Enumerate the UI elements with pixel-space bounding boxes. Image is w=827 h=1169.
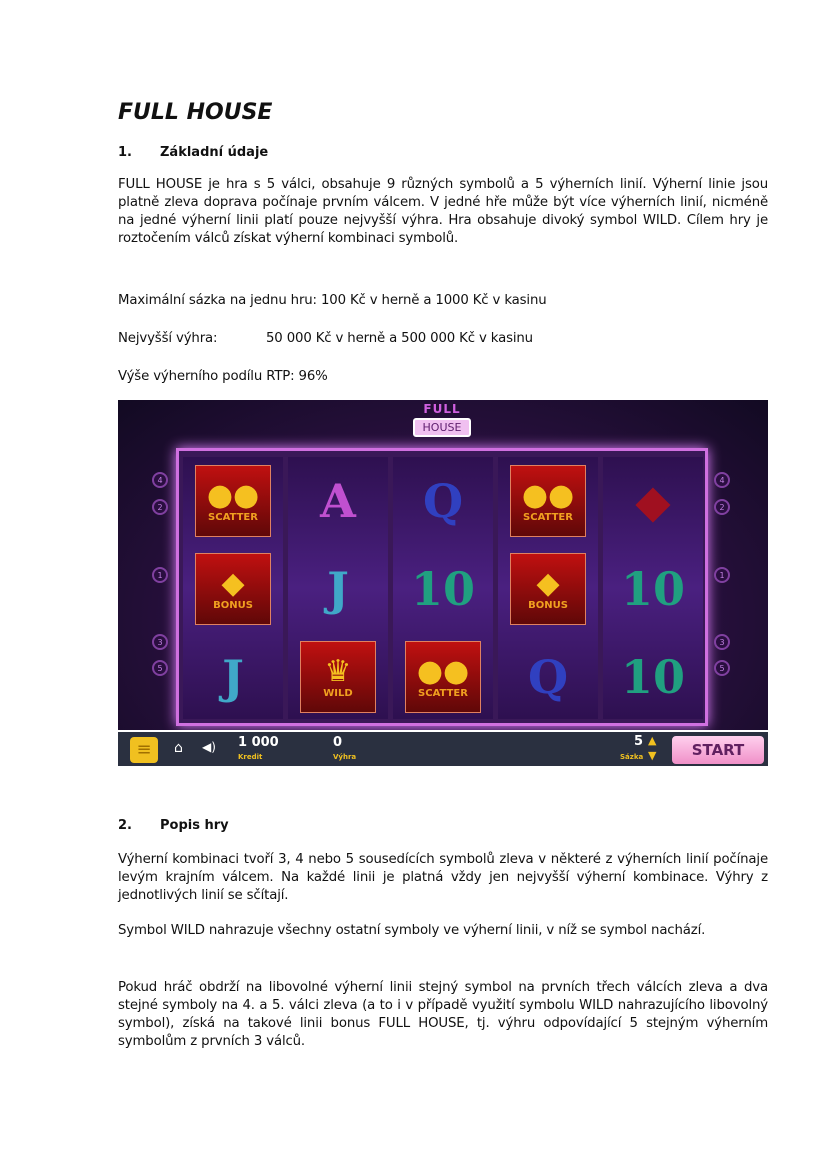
bet-arrows[interactable] [648, 733, 656, 763]
credit-value: 1 000 [238, 735, 279, 750]
right-line-number: 4 [714, 472, 730, 488]
document-title: FULL HOUSE [118, 100, 273, 125]
reel [393, 457, 493, 719]
left-line-number: 1 [152, 567, 168, 583]
game-screenshot [118, 400, 768, 766]
right-line-number: 1 [714, 567, 730, 583]
right-line-number: 3 [714, 634, 730, 650]
symbol-j: J [222, 650, 244, 704]
scatter-icon: ●● [206, 477, 260, 513]
logo-full: FULL [423, 402, 461, 416]
symbol-bonus [195, 553, 271, 625]
bonus-icon: ◆ [536, 565, 560, 601]
max-win-value: 50 000 Kč v herně a 500 000 Kč v kasinu [266, 331, 533, 346]
symbol-label: SCATTER [523, 511, 573, 523]
reel [288, 457, 388, 719]
symbol-10: 10 [410, 562, 475, 616]
reel [603, 457, 703, 719]
scatter-icon: ●● [521, 477, 575, 513]
reel [498, 457, 598, 719]
left-line-number: 3 [152, 634, 168, 650]
scatter-icon: ●● [416, 653, 470, 689]
credit-label: Kredit [238, 753, 263, 761]
rtp: Výše výherního podílu RTP: 96% [118, 369, 328, 384]
home-icon[interactable]: ⌂ [174, 740, 183, 756]
symbol-wild [300, 641, 376, 713]
symbol-label: SCATTER [208, 511, 258, 523]
left-line-number: 5 [152, 660, 168, 676]
max-bet: Maximální sázka na jednu hru: 100 Kč v herně a 1000 Kč v kasinu [118, 293, 547, 308]
reels-frame [176, 448, 708, 726]
bet-up-icon[interactable]: ▲ [648, 734, 657, 747]
bet-label: Sázka [620, 753, 644, 761]
symbol-label: BONUS [213, 599, 253, 611]
symbol-a: A [320, 474, 356, 528]
reel [183, 457, 283, 719]
symbol-10: 10 [620, 650, 685, 704]
section-1-heading [118, 145, 268, 160]
start-button[interactable]: START [672, 736, 764, 764]
control-bar [118, 730, 768, 766]
game-logo [390, 402, 494, 437]
symbol-diamond: ◆ [635, 474, 671, 528]
wild-icon: ♛ [324, 653, 352, 689]
intro-paragraph: FULL HOUSE je hra s 5 válci, obsahuje 9 různých symbolů a 5 výherních linií. Výherní linie jsou platně zleva doprava počínaje prvním válcem. V jedné hře může být více výherních linií, nicméně na jedné výherní linii platí pouze nejvyšší výhra. Hra obsahuje divoký symbol WILD. Cílem hry je roztočením válců získat výherní kombinaci symbolů. [118, 177, 768, 246]
section-number: 2. [118, 818, 132, 833]
symbol-bonus [510, 553, 586, 625]
paragraph: Výherní kombinaci tvoří 3, 4 nebo 5 sousedících symbolů zleva v některé z výherních linií počínaje levým krajním válcem. Na každé linii je platná vždy jen nejvyšší výherní kombinace. Výhry z jednotlivých linií se sčítají. [118, 852, 768, 903]
symbol-label: WILD [323, 687, 353, 699]
symbol-j: J [327, 562, 349, 616]
menu-button[interactable]: ≡ [130, 737, 158, 763]
logo-house: HOUSE [413, 418, 472, 437]
left-line-number: 2 [152, 499, 168, 515]
section-title: Popis hry [160, 818, 229, 833]
section-number: 1. [118, 145, 132, 160]
symbol-10: 10 [620, 562, 685, 616]
section-title: Základní údaje [160, 145, 269, 160]
win-value: 0 [333, 735, 343, 750]
section-2-heading [118, 818, 229, 833]
paragraph: Pokud hráč obdrží na libovolné výherní linii stejný symbol na prvních třech válcích zleva a dva stejné symboly na 4. a 5. válci zleva (a to i v případě využití symbolu WILD nahrazujícího libovolný symbol), získá na takové linii bonus FULL HOUSE, tj. výhru odpovídající 5 stejným výherním symbolům z prvních 3 válců. [118, 980, 768, 1049]
symbol-scatter [195, 465, 271, 537]
bet-down-icon[interactable]: ▼ [648, 749, 657, 762]
paragraph: Symbol WILD nahrazuje všechny ostatní symboly ve výherní linii, v níž se symbol nachází. [118, 923, 706, 938]
win-label: Výhra [333, 753, 357, 761]
left-line-number: 4 [152, 472, 168, 488]
symbol-q: Q [422, 474, 464, 528]
right-line-number: 2 [714, 499, 730, 515]
symbol-q: Q [527, 650, 569, 704]
max-win [118, 330, 768, 348]
right-line-number: 5 [714, 660, 730, 676]
symbol-scatter [405, 641, 481, 713]
bet-value: 5 [634, 734, 644, 749]
symbol-label: SCATTER [418, 687, 468, 699]
sound-icon[interactable]: ◀) [202, 740, 216, 754]
symbol-label: BONUS [528, 599, 568, 611]
symbol-scatter [510, 465, 586, 537]
max-win-label: Nejvyšší výhra: [118, 331, 218, 346]
bonus-icon: ◆ [221, 565, 245, 601]
